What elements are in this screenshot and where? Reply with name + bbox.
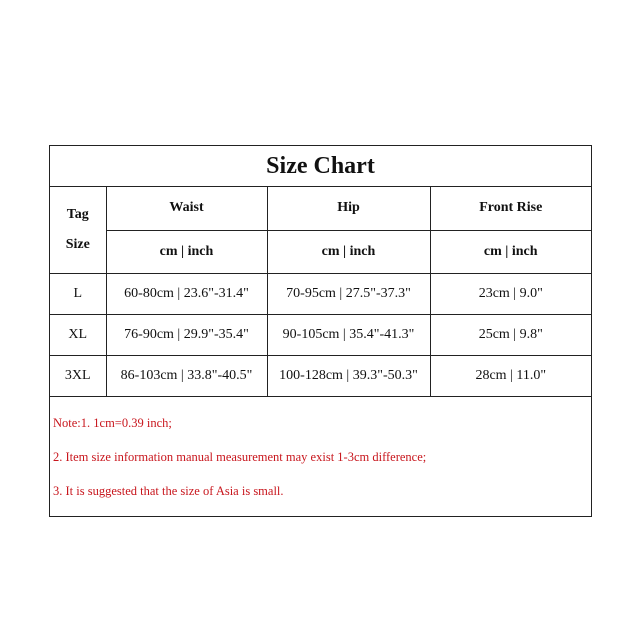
- waist-cell: 60-80cm | 23.6"-31.4": [106, 273, 267, 314]
- hip-cell: 100-128cm | 39.3"-50.3": [267, 355, 430, 396]
- size-cell: 3XL: [50, 355, 106, 396]
- chart-title: Size Chart: [50, 146, 591, 187]
- unit-row: [50, 230, 591, 273]
- hip-cell: 90-105cm | 35.4"-41.3": [267, 314, 430, 355]
- size-chart: [49, 145, 592, 517]
- tag-label: Tag: [66, 206, 89, 222]
- waist-unit: cm | inch: [106, 230, 267, 273]
- hip-unit: cm | inch: [267, 230, 430, 273]
- front-rise-unit: cm | inch: [430, 230, 591, 273]
- table-row: [50, 355, 591, 396]
- front-rise-header: Front Rise: [430, 187, 591, 230]
- waist-cell: 76-90cm | 29.9"-35.4": [106, 314, 267, 355]
- waist-header: Waist: [106, 187, 267, 230]
- size-table: [50, 187, 591, 397]
- note-line: 2. Item size information manual measurement may exist 1-3cm difference;: [53, 450, 427, 464]
- table-row: [50, 273, 591, 314]
- hip-cell: 70-95cm | 27.5"-37.3": [267, 273, 430, 314]
- size-cell: L: [50, 273, 106, 314]
- front-rise-cell: 28cm | 11.0": [430, 355, 591, 396]
- tag-size-header: [50, 187, 106, 273]
- front-rise-cell: 23cm | 9.0": [430, 273, 591, 314]
- header-row: [50, 187, 591, 230]
- note-line: Note:1. 1cm=0.39 inch;: [53, 416, 172, 430]
- front-rise-cell: 25cm | 9.8": [430, 314, 591, 355]
- note-line: 3. It is suggested that the size of Asia is small.: [53, 484, 284, 498]
- hip-header: Hip: [267, 187, 430, 230]
- size-label: Size: [65, 236, 90, 252]
- table-row: [50, 314, 591, 355]
- size-cell: XL: [50, 314, 106, 355]
- waist-cell: 86-103cm | 33.8"-40.5": [106, 355, 267, 396]
